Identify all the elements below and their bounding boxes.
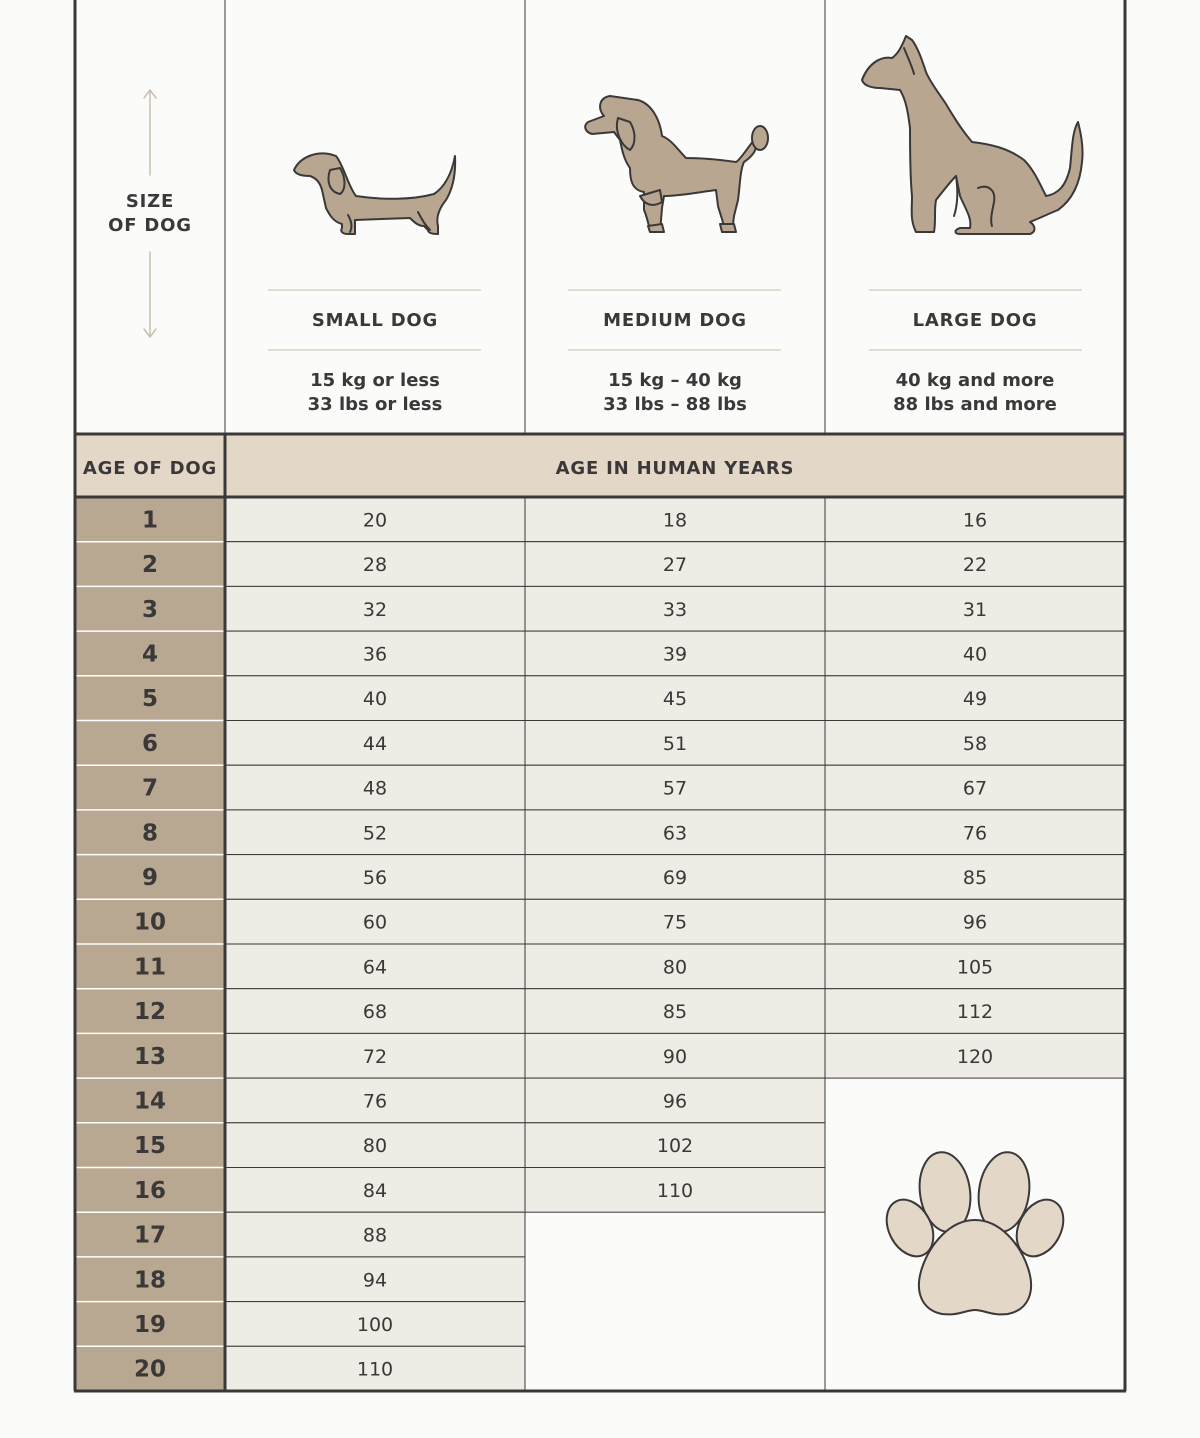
human-age-value: 60 <box>362 911 388 934</box>
human-age-value: 18 <box>662 509 688 532</box>
human-age-value: 44 <box>362 732 388 755</box>
age-label: 6 <box>141 730 159 757</box>
large-dog-heading: LARGE DOG <box>912 310 1038 331</box>
human-age-value: 69 <box>662 866 688 889</box>
age-label: 7 <box>141 775 159 802</box>
age-label: 3 <box>141 596 159 623</box>
human-age-value: 67 <box>962 777 988 800</box>
age-of-dog-heading: AGE OF DOG <box>82 458 218 479</box>
human-age-value: 80 <box>362 1135 388 1158</box>
age-label: 8 <box>141 820 159 847</box>
medium-dog-weight-kg: 15 kg – 40 kg <box>608 370 742 391</box>
human-age-value: 72 <box>362 1045 388 1068</box>
human-age-value: 28 <box>362 554 388 577</box>
human-age-value: 96 <box>662 1090 688 1113</box>
dachshund-icon <box>294 153 455 234</box>
age-label: 13 <box>133 1043 167 1070</box>
human-age-value: 32 <box>362 598 388 621</box>
human-age-value: 31 <box>962 598 988 621</box>
human-age-value: 64 <box>362 956 388 979</box>
human-age-value: 48 <box>362 777 388 800</box>
human-age-value: 40 <box>362 688 388 711</box>
age-label: 9 <box>141 864 159 891</box>
large-dog-weight-lbs: 88 lbs and more <box>893 394 1057 415</box>
human-age-value: 88 <box>362 1224 388 1247</box>
human-age-value: 52 <box>362 822 388 845</box>
human-age-value: 110 <box>656 1179 694 1202</box>
human-age-value: 94 <box>362 1269 388 1292</box>
age-label: 17 <box>133 1222 167 1249</box>
human-age-value: 100 <box>356 1313 394 1336</box>
small-dog-heading: SMALL DOG <box>311 310 439 331</box>
human-age-value: 20 <box>362 509 388 532</box>
small-dog-weight-kg: 15 kg or less <box>310 370 440 391</box>
size-of-dog-label: SIZE <box>125 191 175 212</box>
age-label: 2 <box>141 552 159 579</box>
human-age-value: 96 <box>962 911 988 934</box>
large-dog-weight-kg: 40 kg and more <box>895 370 1055 391</box>
human-age-value: 22 <box>962 554 988 577</box>
human-age-value: 16 <box>962 509 988 532</box>
human-age-value: 76 <box>962 822 988 845</box>
age-label: 5 <box>141 686 159 713</box>
human-age-value: 112 <box>956 1001 994 1024</box>
age-label: 12 <box>133 999 167 1026</box>
human-age-value: 80 <box>662 956 688 979</box>
age-label: 19 <box>133 1311 167 1338</box>
size-arrow-icon <box>144 90 156 337</box>
medium-dog-weight-lbs: 33 lbs – 88 lbs <box>603 394 747 415</box>
human-age-value: 120 <box>956 1045 994 1068</box>
human-age-value: 68 <box>362 1001 388 1024</box>
human-age-value: 27 <box>662 554 688 577</box>
human-age-value: 102 <box>656 1135 694 1158</box>
age-label: 14 <box>133 1088 167 1115</box>
paw-icon <box>877 1149 1072 1314</box>
age-label: 15 <box>133 1133 167 1160</box>
poodle-icon <box>585 96 768 232</box>
human-age-value: 33 <box>662 598 688 621</box>
age-label: 20 <box>133 1356 167 1383</box>
age-label: 10 <box>133 909 167 936</box>
human-age-value: 58 <box>962 732 988 755</box>
age-label: 16 <box>133 1177 167 1204</box>
human-age-value: 85 <box>662 1001 688 1024</box>
human-age-value: 40 <box>962 643 988 666</box>
human-age-value: 45 <box>662 688 688 711</box>
human-age-value: 76 <box>362 1090 388 1113</box>
human-age-value: 36 <box>362 643 388 666</box>
human-age-value: 110 <box>356 1358 394 1381</box>
human-age-value: 57 <box>662 777 688 800</box>
human-age-value: 49 <box>962 688 988 711</box>
sitting-dog-icon <box>862 36 1083 234</box>
human-age-value: 84 <box>362 1179 388 1202</box>
human-age-value: 56 <box>362 866 388 889</box>
size-of-dog-label: OF DOG <box>108 215 192 236</box>
human-age-value: 85 <box>962 866 988 889</box>
human-age-value: 51 <box>662 732 688 755</box>
age-label: 11 <box>133 954 167 981</box>
chart-header <box>108 36 1082 415</box>
human-age-value: 90 <box>662 1045 688 1068</box>
age-label: 1 <box>141 507 159 534</box>
human-age-value: 39 <box>662 643 688 666</box>
age-in-human-years-heading: AGE IN HUMAN YEARS <box>555 458 795 479</box>
human-age-value: 105 <box>956 956 994 979</box>
human-age-value: 75 <box>662 911 688 934</box>
medium-dog-heading: MEDIUM DOG <box>603 310 747 331</box>
human-age-value: 63 <box>662 822 688 845</box>
age-label: 4 <box>141 641 159 668</box>
age-label: 18 <box>133 1267 167 1294</box>
small-dog-weight-lbs: 33 lbs or less <box>307 394 443 415</box>
